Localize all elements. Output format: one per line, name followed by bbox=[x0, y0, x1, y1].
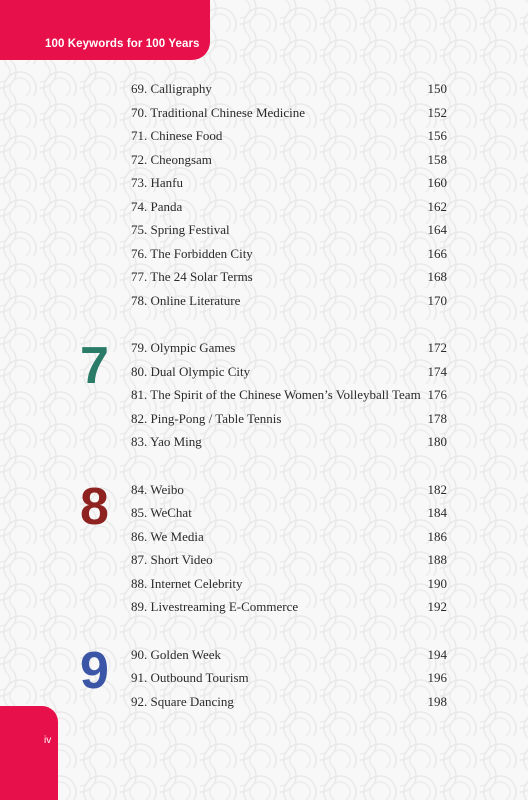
toc-entry[interactable] bbox=[131, 551, 447, 569]
toc-entry[interactable] bbox=[131, 598, 447, 616]
toc-entry[interactable] bbox=[131, 104, 447, 122]
toc-entry-page: 178 bbox=[427, 411, 447, 426]
toc-entry-title: 69. Calligraphy bbox=[131, 81, 212, 96]
toc-entry-page: 172 bbox=[427, 340, 447, 355]
toc-entry[interactable] bbox=[131, 646, 447, 664]
toc-entry-title: 79. Olympic Games bbox=[131, 340, 236, 355]
toc-entry-page: 170 bbox=[427, 293, 447, 308]
toc-entry[interactable] bbox=[131, 410, 447, 428]
page-number: iv bbox=[44, 735, 52, 746]
toc-entry-title: 75. Spring Festival bbox=[131, 222, 230, 237]
toc-entry-title: 85. WeChat bbox=[131, 505, 192, 520]
toc-entry-title: 89. Livestreaming E-Commerce bbox=[131, 599, 299, 614]
toc-entry[interactable] bbox=[131, 693, 447, 711]
toc-entry-page: 188 bbox=[427, 552, 447, 567]
chapter-number-7: 7 bbox=[80, 337, 109, 395]
toc-entry-title: 74. Panda bbox=[131, 199, 183, 214]
toc-entry[interactable] bbox=[131, 127, 447, 145]
header-tab bbox=[0, 0, 210, 60]
toc-entry[interactable] bbox=[131, 245, 447, 263]
toc-entry-title: 73. Hanfu bbox=[131, 175, 183, 190]
toc-entry-page: 174 bbox=[427, 364, 447, 379]
toc-entry[interactable] bbox=[131, 481, 447, 499]
footer-tab bbox=[0, 706, 58, 800]
book-title: 100 Keywords for 100 Years bbox=[45, 38, 200, 50]
toc-entry-page: 190 bbox=[427, 576, 447, 591]
toc-entry[interactable] bbox=[131, 575, 447, 593]
toc-entry-page: 180 bbox=[427, 434, 447, 449]
toc-entry[interactable] bbox=[131, 198, 447, 216]
toc-entry-title: 80. Dual Olympic City bbox=[131, 364, 251, 379]
toc-entry-title: 83. Yao Ming bbox=[131, 434, 202, 449]
toc-entry-title: 77. The 24 Solar Terms bbox=[131, 269, 253, 284]
toc-entry-title: 76. The Forbidden City bbox=[131, 246, 253, 261]
toc-entry[interactable] bbox=[131, 80, 447, 98]
toc-entry-title: 71. Chinese Food bbox=[131, 128, 223, 143]
chapter-number-8: 8 bbox=[80, 478, 109, 536]
toc-entry[interactable] bbox=[131, 363, 447, 381]
toc-entry-page: 158 bbox=[427, 152, 447, 167]
toc-entry-page: 192 bbox=[427, 599, 447, 614]
toc-entry-page: 168 bbox=[427, 269, 447, 284]
toc-entry-page: 194 bbox=[427, 647, 447, 662]
toc-entry-title: 82. Ping-Pong / Table Tennis bbox=[131, 411, 282, 426]
toc-entry[interactable] bbox=[131, 221, 447, 239]
toc-entry-title: 92. Square Dancing bbox=[131, 694, 234, 709]
toc-entry-page: 150 bbox=[427, 81, 447, 96]
chapter-number-9: 9 bbox=[80, 642, 109, 700]
toc-entry[interactable] bbox=[131, 433, 447, 451]
toc-entry-page: 160 bbox=[427, 175, 447, 190]
toc-entry[interactable] bbox=[131, 669, 447, 687]
toc-entry-title: 87. Short Video bbox=[131, 552, 213, 567]
toc-entry-page: 166 bbox=[427, 246, 447, 261]
toc-entry-title: 90. Golden Week bbox=[131, 647, 222, 662]
toc-entry-title: 72. Cheongsam bbox=[131, 152, 212, 167]
toc-entry-title: 70. Traditional Chinese Medicine bbox=[131, 105, 306, 120]
toc-entry[interactable] bbox=[131, 151, 447, 169]
toc-entry-title: 86. We Media bbox=[131, 529, 204, 544]
toc-entry-page: 186 bbox=[427, 529, 447, 544]
toc-entry[interactable] bbox=[131, 174, 447, 192]
toc-entry-title: 78. Online Literature bbox=[131, 293, 241, 308]
toc-entry-title: 91. Outbound Tourism bbox=[131, 670, 249, 685]
toc-entry-page: 182 bbox=[427, 482, 447, 497]
toc-entry[interactable] bbox=[131, 504, 447, 522]
toc-entry-page: 162 bbox=[427, 199, 447, 214]
toc-entry-page: 184 bbox=[427, 505, 447, 520]
toc-entry[interactable] bbox=[131, 292, 447, 310]
toc-entry[interactable] bbox=[131, 268, 447, 286]
toc-entry-title: 84. Weibo bbox=[131, 482, 184, 497]
toc-entry[interactable] bbox=[131, 339, 447, 357]
toc-entry-page: 196 bbox=[427, 670, 447, 685]
toc-entry-page: 176 bbox=[427, 387, 447, 402]
toc-entry-title: 88. Internet Celebrity bbox=[131, 576, 243, 591]
toc-entry-page: 156 bbox=[427, 128, 447, 143]
toc-entry-page: 164 bbox=[427, 222, 447, 237]
toc-entry-page: 198 bbox=[427, 694, 447, 709]
toc-entry[interactable] bbox=[131, 528, 447, 546]
toc-entry[interactable] bbox=[131, 386, 447, 404]
toc-entry-page: 152 bbox=[427, 105, 447, 120]
toc-entry-title: 81. The Spirit of the Chinese Women’s Volleyball Team bbox=[131, 387, 421, 402]
